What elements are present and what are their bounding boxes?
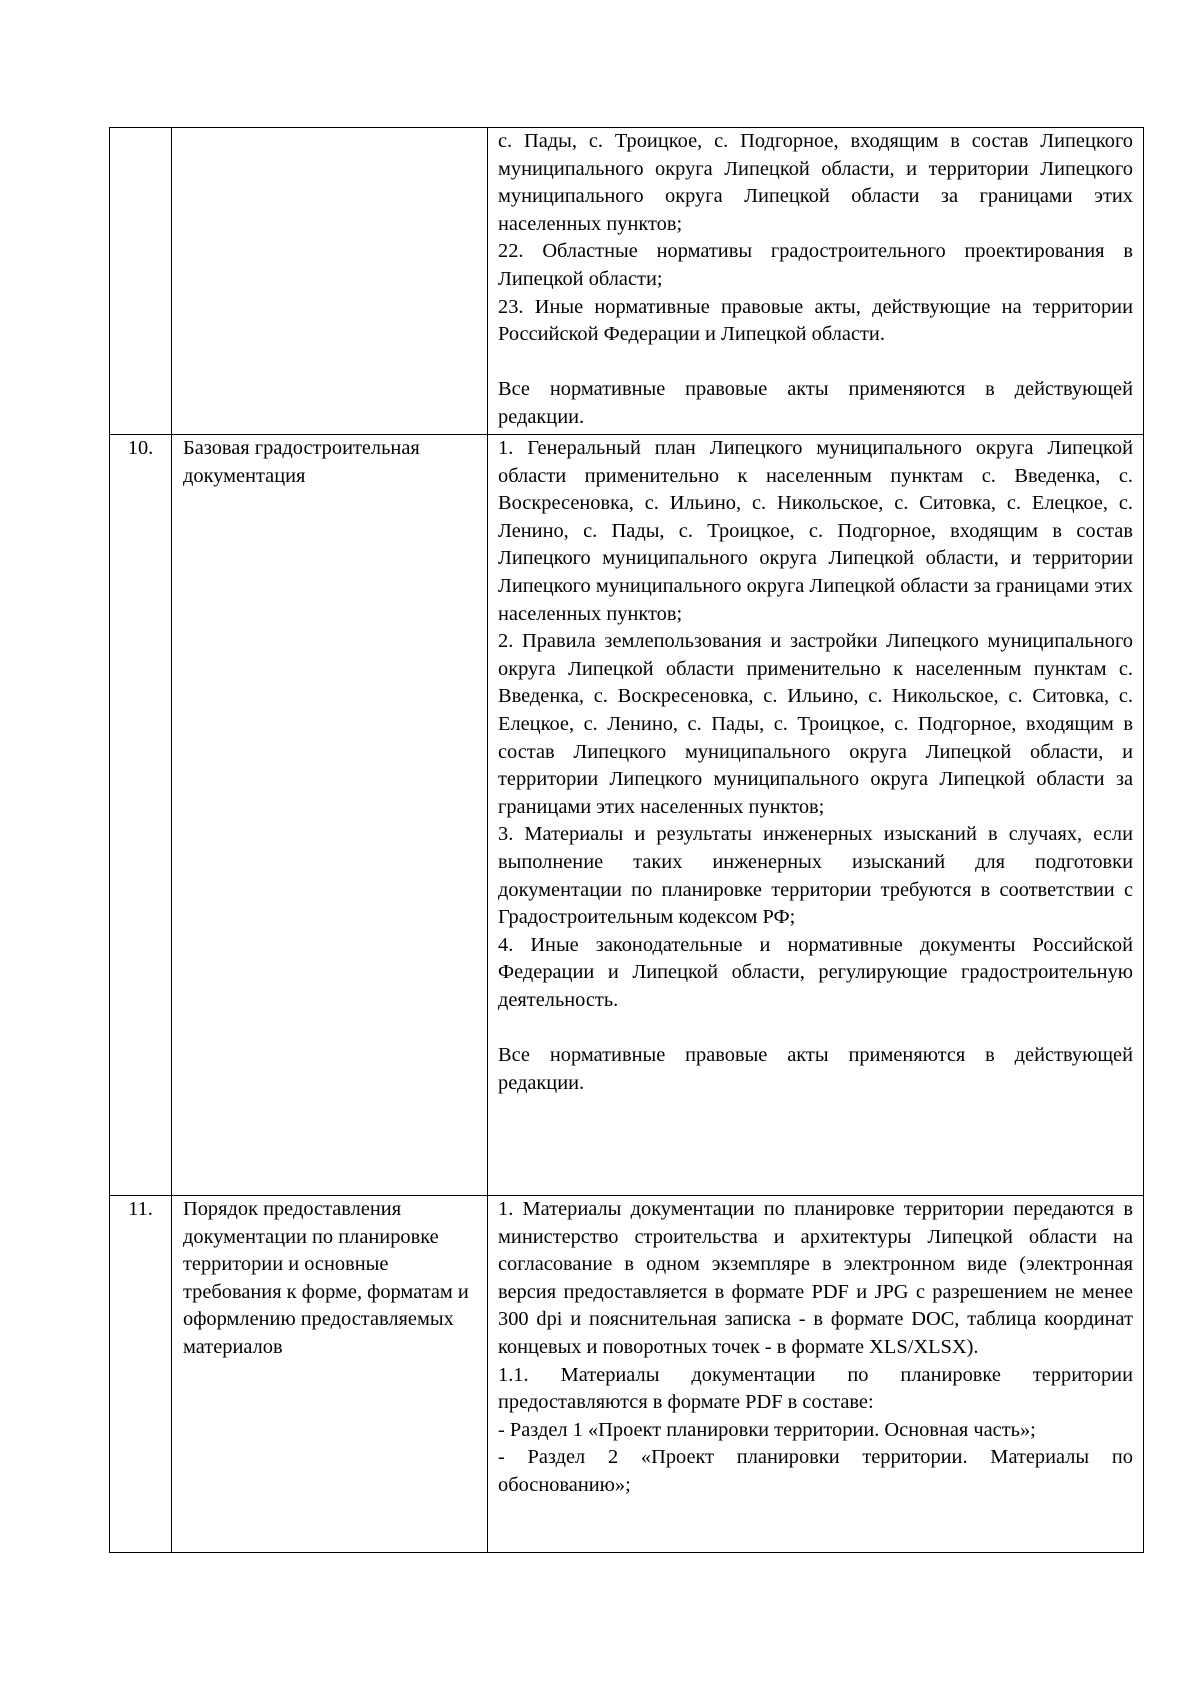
content-paragraph: 1. Материалы документации по планировке территории передаются в министерство строительства и архитектуры Липецкой области на согласование в одном экземпляре в электронном виде (электронная версия предоставляется в формате PDF и JPG с разрешением не менее 300 dpi и пояснительная записка - в формате DOC, таблица координат концевых и поворотных точек - в формате XLS/XLSX).: [498, 1198, 1133, 1358]
row-title-cell: [172, 435, 488, 1196]
content-paragraph: 3. Материалы и результаты инженерных изысканий в случаях, если выполнение таких инженерных изысканий для подготовки документации по планировке территории требуются в соответствии с Градостроительным кодексом РФ;: [498, 823, 1133, 929]
content-paragraph: 1. Генеральный план Липецкого муниципального округа Липецкой области применительно к населенным пунктам с. Введенка, с. Воскресеновка, с. Ильино, с. Никольское, с. Ситовка, с. Елецкое, с. Ленино, с. Пады, с. Троицкое, с. Подгорное, входящим в состав Липецкого муниципального округа Липецкой области, и территории Липецкого муниципального округа Липецкой области за границами этих населенных пунктов;: [498, 437, 1133, 625]
row-title: Порядок предоставления документации по планировке территории и основные требования к форме, форматам и оформлению предоставляемых материалов: [183, 1198, 469, 1358]
content-paragraph: 23. Иные нормативные правовые акты, действующие на территории Российской Федерации и Липецкой области.: [498, 295, 1133, 346]
table-row: [110, 128, 1144, 435]
row-number-cell: [110, 435, 172, 1196]
row-number: 10.: [127, 437, 154, 459]
row-content-cell: [488, 128, 1144, 435]
row-title-cell: [172, 1196, 488, 1553]
row-number-cell: [110, 1196, 172, 1553]
table-row: [110, 435, 1144, 1196]
content-paragraph: с. Пады, с. Троицкое, с. Подгорное, входящим в состав Липецкого муниципального округа Липецкой области, и территории Липецкого муниципального округа Липецкой области за границами этих населенных пунктов;: [498, 130, 1133, 235]
content-paragraph: 2. Правила землепользования и застройки Липецкого муниципального округа Липецкой области применительно к населенным пунктам с. Введенка, с. Воскресеновка, с. Ильино, с. Никольское, с. Ситовка, с. Елецкое, с. Ленино, с. Пады, с. Троицкое, с. Подгорное, входящим в состав Липецкого муниципального округа Липецкой области, и территории Липецкого муниципального округа Липецкой области за границами этих населенных пунктов;: [498, 630, 1133, 818]
row-content-cell: [488, 1196, 1144, 1553]
row-number-cell: [110, 128, 172, 435]
row-title: Базовая градостроительная документация: [183, 437, 420, 487]
edition-note: Все нормативные правовые акты применяются в действующей редакции.: [498, 1044, 1133, 1094]
row-number: 11.: [128, 1198, 153, 1220]
row-title-cell: [172, 128, 488, 435]
requirements-table: [109, 127, 1144, 1553]
content-paragraph: 4. Иные законодательные и нормативные документы Российской Федерации и Липецкой области, регулирующие градостроительную деятельность.: [498, 933, 1133, 1011]
edition-note: Все нормативные правовые акты применяются в действующей редакции.: [498, 378, 1133, 428]
content-paragraph: - Раздел 1 «Проект планировки территории. Основная часть»;: [498, 1418, 1036, 1441]
table-row: [110, 1196, 1144, 1553]
content-paragraph: 22. Областные нормативы градостроительного проектирования в Липецкой области;: [498, 240, 1133, 290]
content-paragraph: 1.1. Материалы документации по планировке территории предоставляются в формате PDF в составе:: [498, 1363, 1133, 1414]
content-paragraph: - Раздел 2 «Проект планировки территории. Материалы по обоснованию»;: [498, 1446, 1133, 1496]
row-content-cell: [488, 435, 1144, 1196]
